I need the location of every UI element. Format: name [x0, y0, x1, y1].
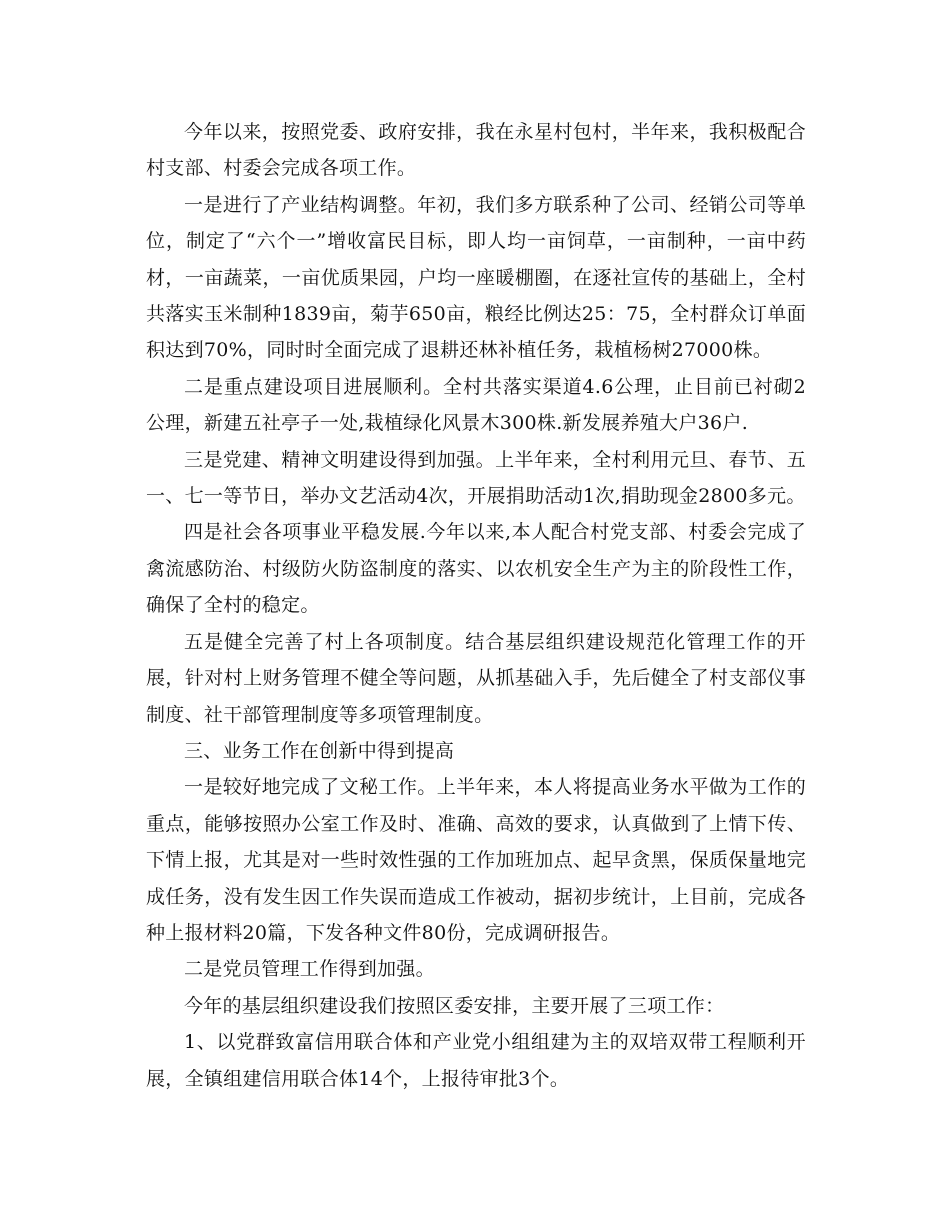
- paragraph-key-projects: 二是重点建设项目进展顺利。全村共落实渠道4.6公理，止目前已衬砌2公理，新建五社亭子一处,栽植绿化风景木300株.新发展养殖大户36户.: [146, 375, 806, 435]
- paragraph-item-one: 1、以党群致富信用联合体和产业党小组组建为主的双培双带工程顺利开展，全镇组建信用联合体14个，上报待审批3个。: [146, 1031, 806, 1090]
- paragraph-social-development: 四是社会各项事业平稳发展.今年以来,本人配合村党支部、村委会完成了禽流感防治、村级防火防盗制度的落实、以农机安全生产为主的阶段性工作，确保了全村的稳定。: [146, 521, 806, 617]
- section-heading-business-work: 三、业务工作在创新中得到提高: [184, 739, 455, 762]
- paragraph-grassroots-organization: 今年的基层组织建设我们按照区委安排，主要开展了三项工作：: [184, 994, 725, 1017]
- paragraph-village-systems: 五是健全完善了村上各项制度。结合基层组织建设规范化管理工作的开展，针对村上财务管理不健全等问题，从抓基础入手，先后健全了村支部仪事制度、社干部管理制度等多项管理制度。: [146, 630, 806, 726]
- paragraph-party-building: 三是党建、精神文明建设得到加强。上半年来，全村利用元旦、春节、五一、七一等节日，举办文艺活动4次，开展捐助活动1次,捐助现金2800多元。: [146, 448, 806, 508]
- document-page: [146, 114, 806, 1097]
- paragraph-intro: 今年以来，按照党委、政府安排，我在永星村包村，半年来，我积极配合村支部、村委会完成各项工作。: [146, 121, 806, 180]
- paragraph-party-member-management: 二是党员管理工作得到加强。: [184, 958, 435, 981]
- paragraph-industry-adjustment: 一是进行了产业结构调整。年初，我们多方联系种了公司、经销公司等单位，制定了“六个一”增收富民目标，即人均一亩饲草，一亩制种，一亩中药材，一亩蔬菜，一亩优质果园，户均一座暖棚圈，在逐社宣传的基础上，全村共落实玉米制种1839亩，菊芋650亩，粮经比例达25：75，全村群众订单面积达到70%，同时时全面完成了退耕还林补植任务，栽植杨树27000株。: [146, 193, 806, 362]
- paragraph-secretarial-work: 一是较好地完成了文秘工作。上半年来，本人将提高业务水平做为工作的重点，能够按照办公室工作及时、准确、高效的要求，认真做到了上情下传、下情上报，尤其是对一些时效性强的工作加班加点、起早贪黑，保质保量地完成任务，没有发生因工作失误而造成工作被动，据初步统计，上目前，完成各种上报材料20篇，下发各种文件80份，完成调研报告。: [146, 776, 806, 944]
